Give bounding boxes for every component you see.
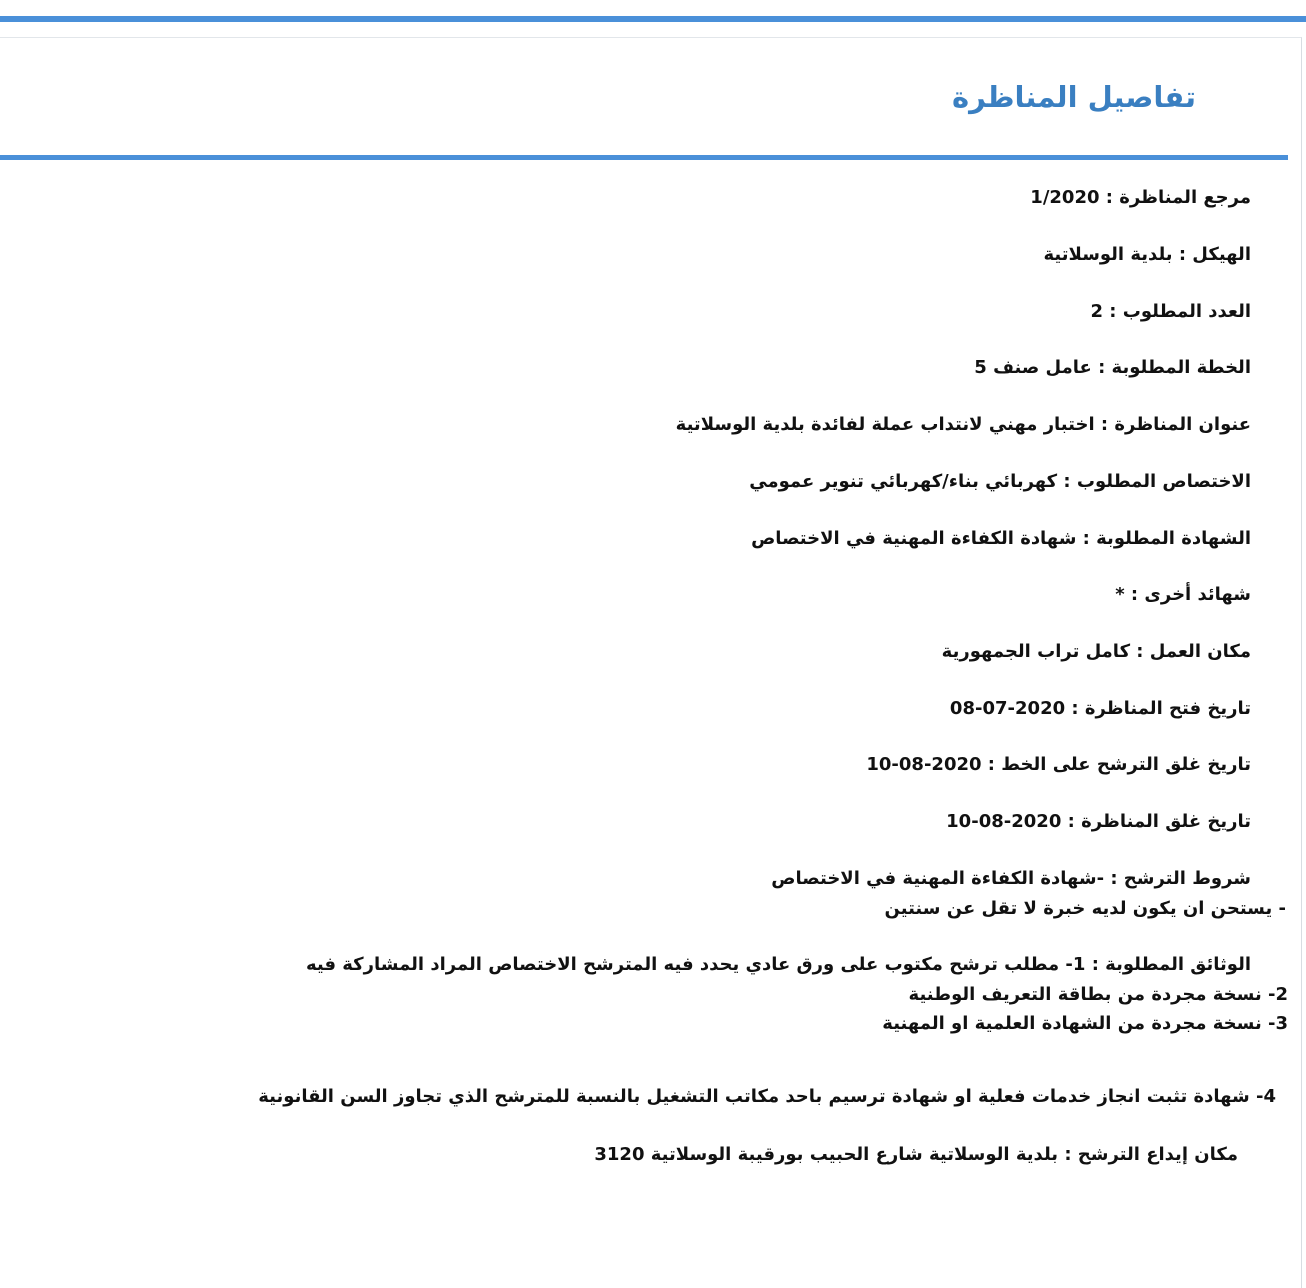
field-specialty: الاختصاص المطلوب : كهربائي بناء/كهربائي تنوير عمومي — [749, 471, 1251, 492]
field-value: 2 — [1090, 301, 1104, 322]
documents-line: 1- مطلب ترشح مكتوب على ورق عادي يحدد فيه المترشح الاختصاص المراد المشاركة فيه — [305, 954, 1086, 975]
field-value: 2020-08-10 — [866, 754, 982, 775]
field-value: اختبار مهني لانتداب عملة لفائدة بلدية الوسلاتية — [675, 414, 1095, 435]
documents-heading: الوثائق المطلوبة : 1- مطلب ترشح مكتوب على ورق عادي يحدد فيه المترشح الاختصاص المراد المشاركة فيه — [305, 954, 1251, 975]
documents-line: 3- نسخة مجردة من الشهادة العلمية او المهنية — [882, 1013, 1288, 1034]
conditions-label: شروط الترشح — [1123, 868, 1251, 889]
field-value: 2020-07-08 — [949, 698, 1066, 719]
field-reference: مرجع المناظرة : 1/2020 — [1030, 187, 1251, 208]
documents-label: الوثائق المطلوبة — [1105, 954, 1251, 975]
field-label: تاريخ فتح المناظرة — [1084, 698, 1251, 719]
field-structure: الهيكل : بلدية الوسلاتية — [1043, 244, 1251, 265]
field-label: مكان العمل — [1149, 641, 1251, 662]
field-label: الخطة المطلوبة — [1111, 357, 1251, 378]
field-label: الهيكل — [1192, 244, 1251, 265]
deposit-location: مكان إيداع الترشح : بلدية الوسلاتية شارع الحبيب بورقيبة الوسلاتية 3120 — [594, 1144, 1238, 1165]
field-label: مرجع المناظرة — [1119, 187, 1251, 208]
field-value: كامل تراب الجمهورية — [941, 641, 1131, 662]
field-close-date: تاريخ غلق المناظرة : 2020-08-10 — [946, 811, 1251, 832]
deposit-label: مكان إيداع الترشح — [1077, 1144, 1238, 1165]
field-label: تاريخ غلق الترشح على الخط — [1001, 754, 1251, 775]
field-open-date: تاريخ فتح المناظرة : 2020-07-08 — [949, 698, 1251, 719]
field-value: بلدية الوسلاتية — [1043, 244, 1173, 265]
field-work-location: مكان العمل : كامل تراب الجمهورية — [941, 641, 1251, 662]
field-required-count: العدد المطلوب : 2 — [1090, 301, 1251, 322]
field-value: شهادة الكفاءة المهنية في الاختصاص — [751, 528, 1077, 549]
field-value: * — [1115, 584, 1125, 605]
documents-line: 2- نسخة مجردة من بطاقة التعريف الوطنية — [908, 984, 1288, 1005]
conditions-line: -شهادة الكفاءة المهنية في الاختصاص — [771, 868, 1105, 889]
field-competition-title: عنوان المناظرة : اختبار مهني لانتداب عملة لفائدة بلدية الوسلاتية — [675, 414, 1251, 435]
field-label: تاريخ غلق المناظرة — [1081, 811, 1251, 832]
documents-line: 4- شهادة تثبت انجاز خدمات فعلية او شهادة ترسيم باحد مكاتب التشغيل بالنسبة للمترشح الذي تجاوز السن القانونية — [258, 1086, 1276, 1107]
field-label: الشهادة المطلوبة — [1096, 528, 1251, 549]
field-label: عنوان المناظرة — [1114, 414, 1251, 435]
field-label: العدد المطلوب — [1122, 301, 1251, 322]
title-divider — [0, 155, 1288, 160]
conditions-line: - يستحن ان يكون لديه خبرة لا تقل عن سنتين — [884, 898, 1286, 919]
field-required-certificate: الشهادة المطلوبة : شهادة الكفاءة المهنية في الاختصاص — [751, 528, 1251, 549]
field-other-certificates: شهائد أخرى : * — [1115, 584, 1251, 605]
field-value: 1/2020 — [1030, 187, 1100, 208]
top-accent-bar — [0, 16, 1306, 22]
field-online-close-date: تاريخ غلق الترشح على الخط : 2020-08-10 — [866, 754, 1251, 775]
page-title: تفاصيل المناظرة — [952, 80, 1196, 114]
field-value: 2020-08-10 — [946, 811, 1062, 832]
field-value: كهربائي بناء/كهربائي تنوير عمومي — [749, 471, 1058, 492]
field-required-post: الخطة المطلوبة : عامل صنف 5 — [974, 357, 1251, 378]
deposit-value: بلدية الوسلاتية شارع الحبيب بورقيبة الوسلاتية 3120 — [594, 1144, 1059, 1165]
conditions-heading: شروط الترشح : -شهادة الكفاءة المهنية في الاختصاص — [771, 868, 1251, 889]
field-label: الاختصاص المطلوب — [1076, 471, 1251, 492]
field-label: شهائد أخرى — [1144, 584, 1251, 605]
field-value: عامل صنف 5 — [974, 357, 1092, 378]
